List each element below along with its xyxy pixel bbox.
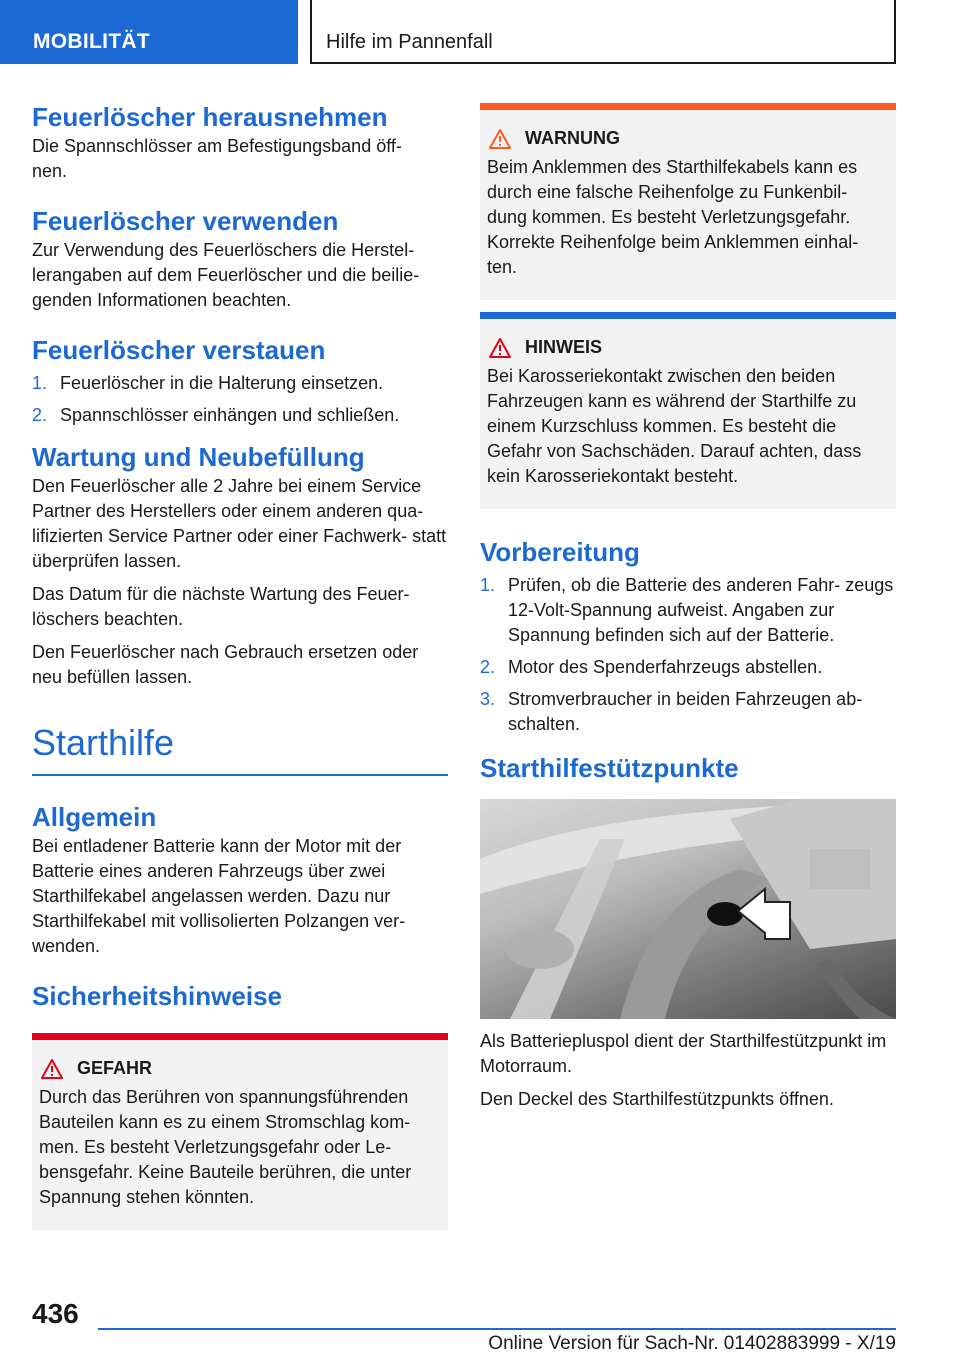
preparation-steps [480,573,896,737]
section-tab: MOBILITÄT [0,0,298,64]
heading-safety: Sicherheitshinweise [32,981,282,1011]
danger-box [32,1033,448,1230]
notice-box [480,312,896,509]
danger-label: GEFAHR [77,1058,153,1078]
heading-remove-extinguisher: Feuerlöscher herausnehmen [32,102,388,132]
heading-use-extinguisher: Feuerlöscher verwenden [32,206,339,236]
list-item: 3. Stromverbraucher in beiden Fahrzeugen ab‐ schalten. [480,689,863,734]
heading-maintenance: Wartung und Neubefüllung [32,442,365,472]
warning-text: Beim Anklemmen des Starthilfekabels kann es durch eine falsche Reihenfolge zu Funkenbil‐ dung kommen. Es besteht Verletzungsgefahr. Korrekte Reihenfolge beim Anklemmen einhal‐ ten. [487,157,859,277]
text-general: Bei entladener Batterie kann der Motor mit der Batterie eines anderen Fahrzeugs über zwei Starthilfekabel angelassen werden. Dazu nur Starthilfekabel mit vollisolierten Polzangen ver‐ wenden. [32,836,406,956]
list-item: 1. Feuerlöscher in die Halterung einsetzen. [32,373,384,393]
text-remove-extinguisher: Die Spannschlösser am Befestigungsband öff‐ nen. [32,136,402,181]
list-item: 2. Motor des Spenderfahrzeugs abstellen. [480,657,823,677]
warning-triangle-icon [489,338,511,358]
list-item: 2. Spannschlösser einhängen und schließen. [32,405,400,425]
danger-text: Durch das Berühren von spannungsführenden Bauteilen kann es zu einem Stromschlag kom‐ men. Es besteht Verletzungsgefahr oder Le‐ bensgefahr. Keine Bauteile berühren, die unter Spannung stehen könnten. [39,1087,412,1207]
chapter-title: Starthilfe [32,722,175,763]
chapter-title-wrap [32,720,448,776]
heading-jump-start-points: Starthilfestützpunkte [480,753,739,783]
footer-rule [98,1328,896,1330]
text-maintenance-3: Den Feuerlöscher nach Gebrauch ersetzen oder neu befüllen lassen. [32,642,419,687]
engine-bay-illustration [480,799,896,1019]
page-number: 436 [32,1298,79,1329]
text-maintenance-2: Das Datum für die nächste Wartung des Feuer‐ löschers beachten. [32,584,410,629]
list-item: 1. Prüfen, ob die Batterie des anderen Fahr‐ zeugs 12-Volt-Spannung aufweist. Angaben zur Spannung befinden sich auf der Batterie. [480,575,894,645]
heading-stow-extinguisher: Feuerlöscher verstauen [32,335,326,365]
warning-label: WARNUNG [525,128,620,148]
left-column [32,100,448,1230]
warning-bar [480,103,896,110]
warning-triangle-icon [41,1059,63,1079]
warning-box [480,103,896,300]
notice-text: Bei Karosseriekontakt zwischen den beiden Fahrzeugen kann es während der Starthilfe zu einem Kurzschluss kommen. Es besteht die Gefahr von Sachschäden. Darauf achten, dass kein Karosseriekontakt besteht. [487,366,862,486]
text-jump-point-2: Den Deckel des Starthilfestützpunkts öffnen. [480,1089,834,1109]
text-use-extinguisher: Zur Verwendung des Feuerlöschers die Herstel‐ lerangaben auf dem Feuerlöscher und die beilie‐ genden Informationen beachten. [32,240,420,310]
notice-bar [480,312,896,319]
engine-bay-photo [480,799,896,1019]
text-maintenance-1: Den Feuerlöscher alle 2 Jahre bei einem Service Partner des Herstellers oder einem anderen qua‐ lifizierten Service Partner oder einer Fachwerk‐ statt überprüfen lassen. [32,476,447,571]
heading-preparation: Vorbereitung [480,537,640,567]
heading-general: Allgemein [32,802,157,832]
online-version-label: Online Version für Sach-Nr. 01402883999 - X/19 [488,1333,896,1354]
danger-bar [32,1033,448,1040]
right-column [480,103,896,1112]
warning-triangle-icon [489,129,511,149]
notice-label: HINWEIS [525,337,603,357]
text-jump-point-1: Als Batteriepluspol dient der Starthilfestützpunkt im Motorraum. [480,1031,887,1076]
stow-steps [32,371,448,428]
chapter-header: Hilfe im Pannenfall [310,0,896,64]
